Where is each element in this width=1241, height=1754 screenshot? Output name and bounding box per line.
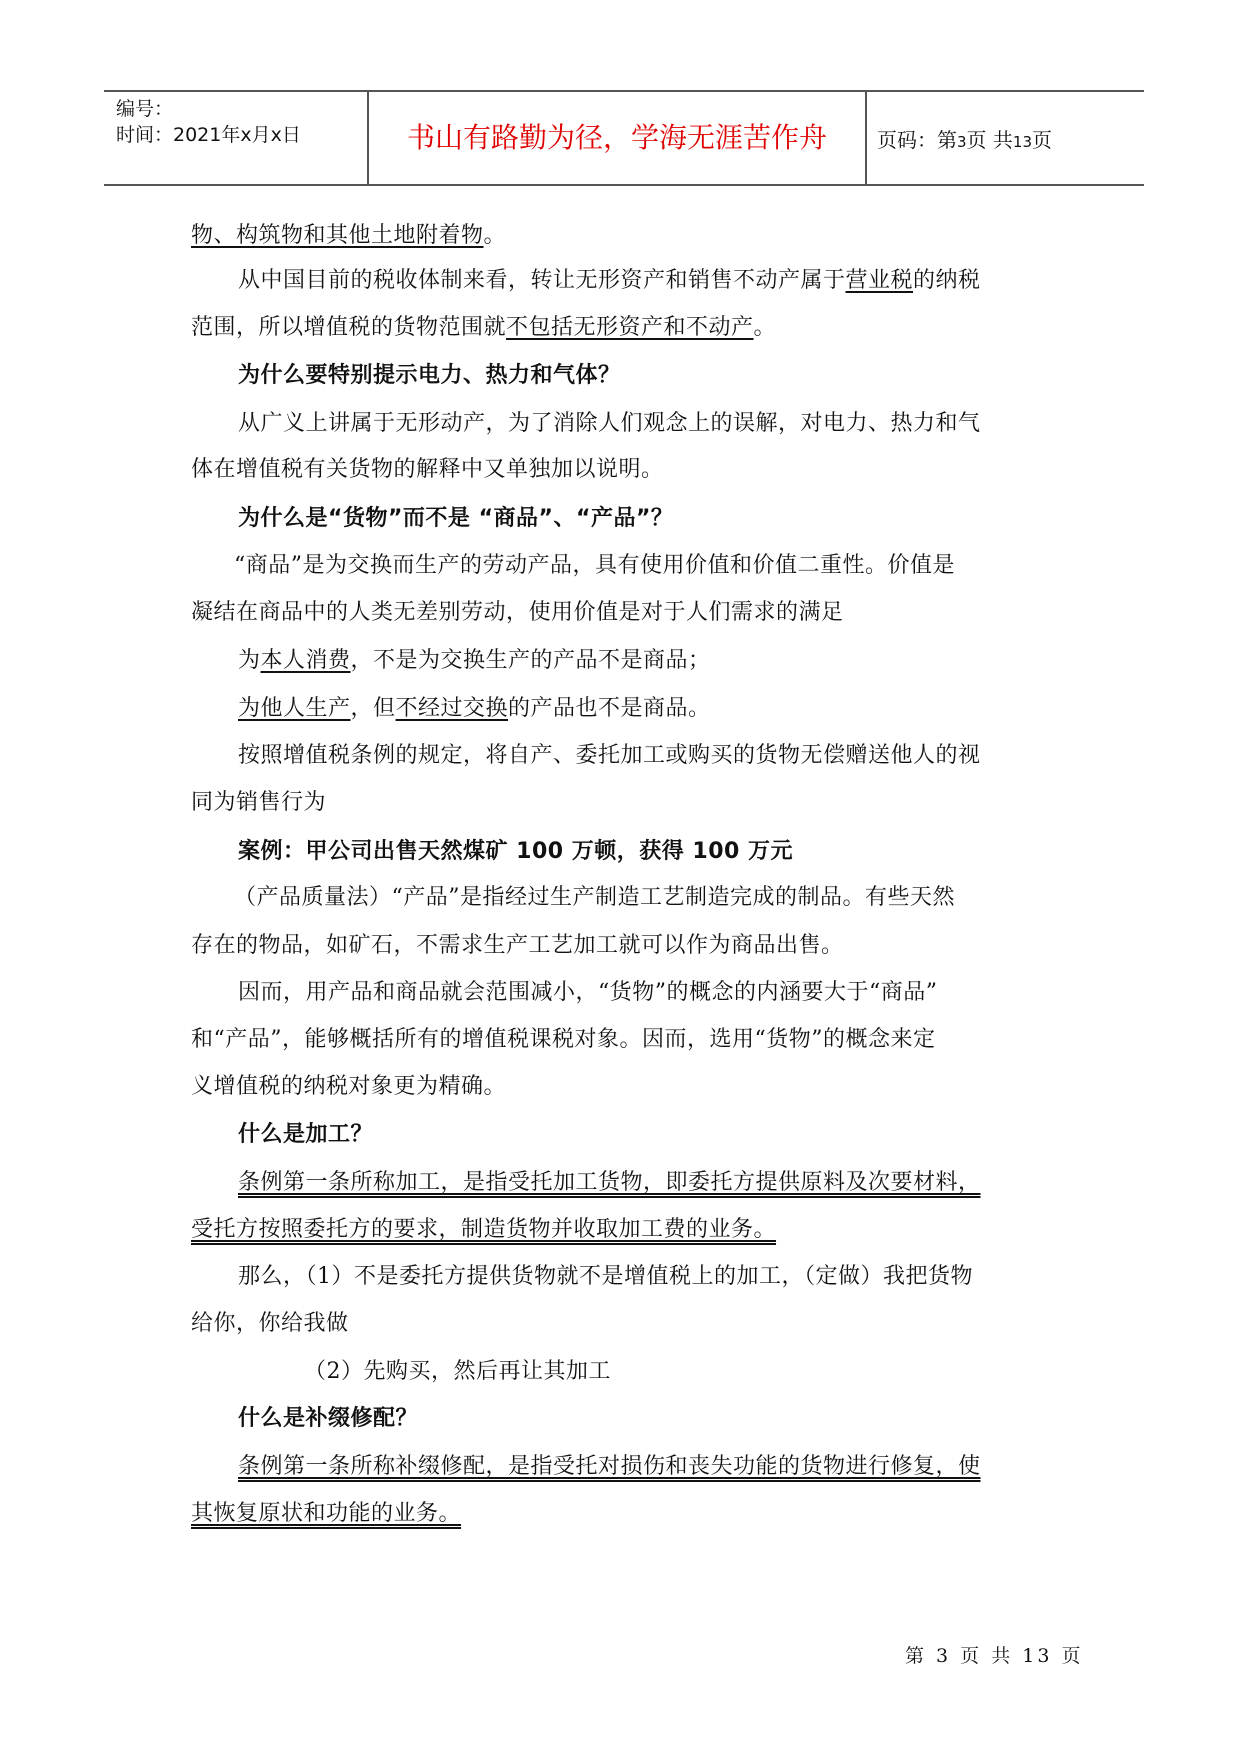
body-line-12: 按照增值税条例的规定，将自产、委托加工或购买的货物无偿赠送他人的视 — [238, 743, 981, 768]
body-line-22: 受托方按照委托方的要求，制造货物并收取加工费的业务。 — [191, 1217, 777, 1242]
header-page-indicator: 页码：第3页 共13页 — [877, 128, 1052, 152]
body-line-6: 体在增值税有关货物的解释中又单独加以说明。 — [191, 457, 664, 482]
heading-case: 案例：甲公司出售天然煤矿 100 万顿，获得 100 万元 — [238, 839, 793, 864]
body-line-5: 从广义上讲属于无形动产，为了消除人们观念上的误解，对电力、热力和气 — [238, 411, 981, 436]
body-line-27: 条例第一条所称补缀修配，是指受托对损伤和丧失功能的货物进行修复，使 — [238, 1454, 981, 1479]
body-line-8: “商品”是为交换而生产的劳动产品，具有使用价值和价值二重性。价值是 — [234, 553, 955, 578]
heading-goods: 为什么是“货物”而不是 “商品”、“产品”？ — [238, 506, 674, 531]
page-header — [104, 90, 1144, 186]
body-line-25: （2）先购买，然后再让其加工 — [304, 1359, 611, 1384]
body-line-23: 那么，（1）不是委托方提供货物就不是增值税上的加工，（定做）我把货物 — [238, 1264, 973, 1289]
body-line-9: 凝结在商品中的人类无差别劳动，使用价值是对于人们需求的满足 — [191, 600, 844, 625]
body-line-1: 物、构筑物和其他土地附着物。 — [191, 223, 507, 248]
document-time-label: 时间：2021年x月x日 — [116, 124, 301, 146]
body-line-21: 条例第一条所称加工，是指受托加工货物，即委托方提供原料及次要材料， — [238, 1170, 981, 1195]
body-line-10: 为本人消费，不是为交换生产的产品不是商品； — [238, 648, 711, 673]
body-line-28: 其恢复原状和功能的业务。 — [191, 1501, 462, 1526]
body-line-2: 从中国目前的税收体制来看，转让无形资产和销售不动产属于营业税的纳税 — [238, 268, 981, 293]
body-line-17: 因而，用产品和商品就会范围减小，“货物”的概念的内涵要大于“商品” — [238, 980, 938, 1005]
body-line-13: 同为销售行为 — [191, 790, 327, 815]
page-footer: 第 3 页 共 13 页 — [905, 1645, 1084, 1667]
body-line-3: 范围，所以增值税的货物范围就不包括无形资产和不动产。 — [191, 315, 777, 340]
body-line-24: 给你，你给我做 — [191, 1311, 349, 1336]
body-line-16: 存在的物品，如矿石，不需求生产工艺加工就可以作为商品出售。 — [191, 933, 844, 958]
header-right-cell — [865, 92, 1144, 184]
body-line-18: 和“产品”，能够概括所有的增值税课税对象。因而，选用“货物”的概念来定 — [191, 1027, 936, 1052]
header-left-cell — [104, 92, 367, 184]
body-line-19: 义增值税的纳税对象更为精确。 — [191, 1074, 507, 1099]
header-motto: 书山有路勤为径，学海无涯苦作舟 — [406, 121, 827, 154]
heading-repair: 什么是补缀修配？ — [238, 1406, 419, 1431]
body-line-11: 为他人生产，但不经过交换的产品也不是商品。 — [238, 696, 711, 721]
heading-processing: 什么是加工？ — [238, 1122, 374, 1147]
header-center-cell — [367, 92, 867, 184]
document-number-label: 编号： — [116, 98, 174, 120]
body-line-15: （产品质量法）“产品”是指经过生产制造工艺制造完成的制品。有些天然 — [234, 885, 955, 910]
heading-electricity: 为什么要特别提示电力、热力和气体？ — [238, 363, 621, 388]
